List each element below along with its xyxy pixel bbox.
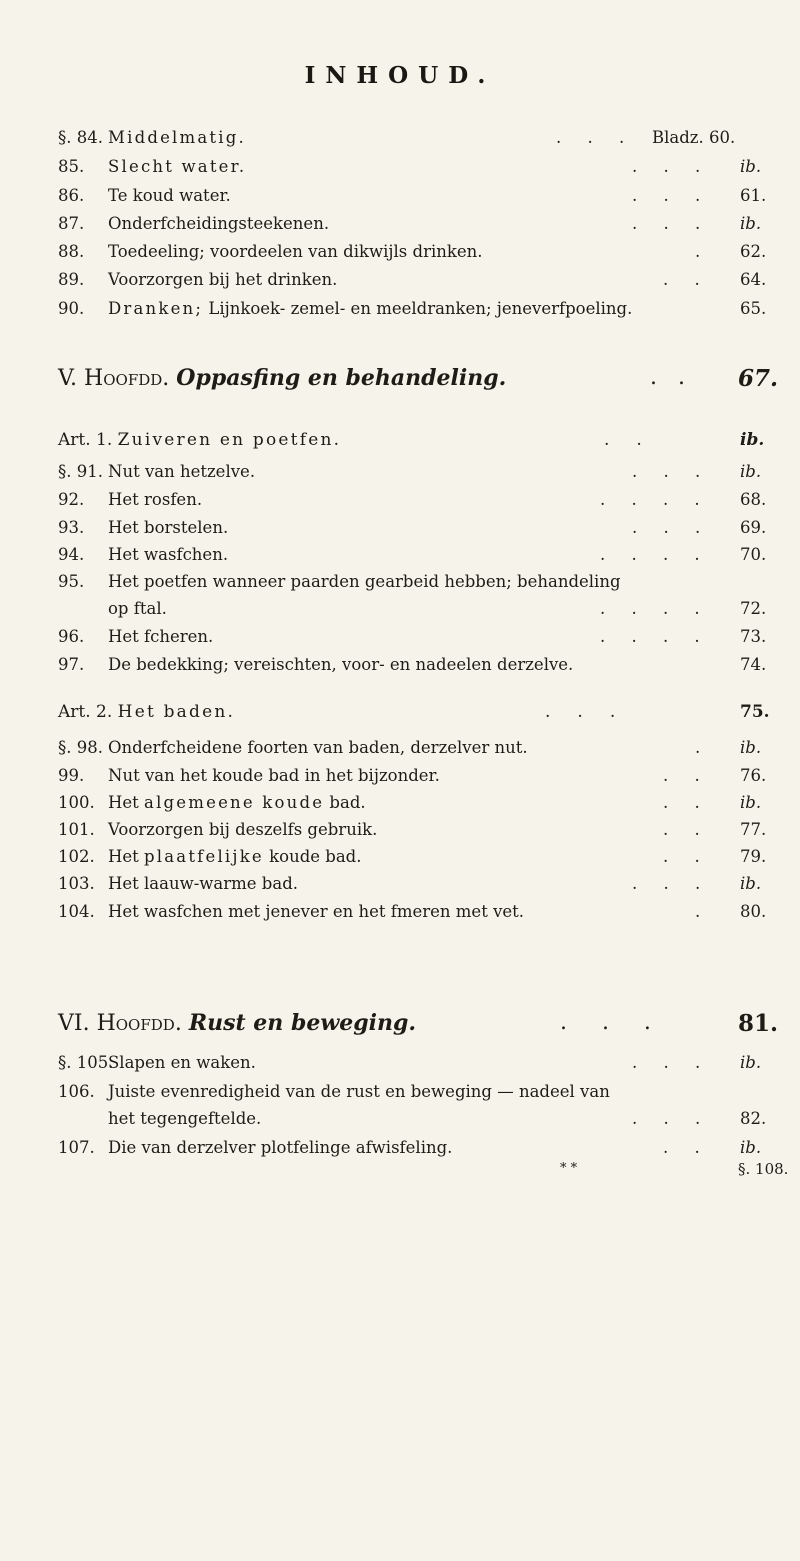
leader-dots: . . . . xyxy=(600,599,700,618)
chapter-v-title xyxy=(58,365,506,391)
leader-dots: . . . xyxy=(556,128,625,147)
entry-page: 80. xyxy=(740,902,767,921)
entry-number: 95. xyxy=(58,572,85,591)
entry-page: 69. xyxy=(740,518,767,537)
leader-dots: . . . xyxy=(632,874,701,893)
entry-text: De bedekking; vereischten, voor- en nadeelen derzelve. xyxy=(108,655,574,674)
entry-text: Het borstelen. xyxy=(108,518,229,537)
leader-dots: . . xyxy=(663,820,700,839)
entry-page: 76. xyxy=(740,766,767,785)
article-2-dots: . . . xyxy=(545,702,616,722)
leader-dots: . xyxy=(695,242,701,261)
entry-text-spaced: plaatfelijke xyxy=(144,847,264,866)
entry-number: 102. xyxy=(58,847,95,866)
entry-number: §. 84. xyxy=(58,128,103,147)
entry-number: 93. xyxy=(58,518,85,537)
chapter-v-head: Hoofdd. xyxy=(84,366,170,391)
page-title: INHOUD. xyxy=(304,62,496,89)
entry-page: ib. xyxy=(740,1053,762,1072)
entry-number: 92. xyxy=(58,490,85,509)
leader-dots: . . . xyxy=(632,186,701,205)
leader-dots: . xyxy=(695,902,701,921)
entry-number: 101. xyxy=(58,820,95,839)
chapter-v-name: Oppasfing en behandeling. xyxy=(176,365,507,391)
entry-text: Nut van het koude bad in het bijzonder. xyxy=(108,766,440,785)
entry-text: Onderfcheidene foorten van baden, derzelver nut. xyxy=(108,738,528,757)
entry-text-rest: Lijnkoek- zemel- en meeldranken; jeneverfpoeling. xyxy=(203,299,633,318)
article-2-text: Het baden. xyxy=(117,702,236,722)
article-1-label: Art. 1. xyxy=(58,430,113,450)
article-1-dots: . . xyxy=(604,430,642,450)
entry-text: Het laauw-warme bad. xyxy=(108,874,299,893)
entry-page: 82. xyxy=(740,1109,767,1128)
entry-page: 64. xyxy=(740,270,767,289)
entry-text: het tegengeftelde. xyxy=(108,1109,262,1128)
entry-text: Die van derzelver plotfelinge afwisfeling. xyxy=(108,1138,453,1157)
entry-page: 62. xyxy=(740,242,767,261)
entry-text-end: koude bad. xyxy=(263,847,362,866)
entry-text: Te koud water. xyxy=(108,186,231,205)
leader-dots: . . . xyxy=(632,1109,701,1128)
entry-number: 88. xyxy=(58,242,85,261)
entry-text xyxy=(108,793,366,813)
catchword: §. 108. xyxy=(738,1160,789,1178)
chapter-vi-name: Rust en beweging. xyxy=(188,1010,417,1036)
chapter-v-roman: V. xyxy=(58,366,78,391)
leader-dots: . xyxy=(695,738,701,757)
signature-mark: * * xyxy=(560,1161,578,1176)
entry-number: 86. xyxy=(58,186,85,205)
entry-text: Het rosfen. xyxy=(108,490,203,509)
entry-page: ib. xyxy=(740,874,762,893)
entry-text: op ftal. xyxy=(108,599,167,618)
entry-text: Juiste evenredigheid van de rust en beweging — nadeel van xyxy=(108,1082,610,1101)
entry-text-start: Het xyxy=(108,847,145,866)
leader-dots: . . . xyxy=(632,157,701,176)
entry-text-end: bad. xyxy=(324,793,366,812)
entry-text xyxy=(108,299,632,319)
entry-number: 85. xyxy=(58,157,85,176)
leader-dots: . . . xyxy=(632,462,701,481)
leader-dots: . . xyxy=(663,793,700,812)
entry-page: 73. xyxy=(740,627,767,646)
entry-page: 77. xyxy=(740,820,767,839)
entry-number: 96. xyxy=(58,627,85,646)
entry-number: 106. xyxy=(58,1082,95,1101)
entry-text xyxy=(108,847,361,867)
entry-page: 72. xyxy=(740,599,767,618)
entry-text: Middelmatig. xyxy=(108,128,246,147)
article-2-label: Art. 2. xyxy=(58,702,113,722)
leader-dots: . . . xyxy=(632,518,701,537)
entry-page: 74. xyxy=(740,655,767,674)
leader-dots: . . . . xyxy=(600,627,700,646)
leader-dots: . . xyxy=(663,270,700,289)
leader-dots: . . xyxy=(663,847,700,866)
entry-text: Voorzorgen bij het drinken. xyxy=(108,270,338,289)
chapter-vi-page: 81. xyxy=(738,1010,779,1037)
entry-number: §. 105. xyxy=(58,1053,114,1072)
entry-number: 107. xyxy=(58,1138,95,1157)
entry-page: 65. xyxy=(740,299,767,318)
entry-number: 103. xyxy=(58,874,95,893)
leader-dots: . . . . xyxy=(600,490,700,509)
entry-number: §. 98. xyxy=(58,738,103,757)
leader-dots: . . xyxy=(663,1138,700,1157)
entry-text: Slapen en waken. xyxy=(108,1053,256,1072)
chapter-v-page: 67. xyxy=(738,365,779,392)
entry-page: 70. xyxy=(740,545,767,564)
entry-page: ib. xyxy=(740,793,762,812)
article-1-text: Zuiveren en poetfen. xyxy=(117,430,342,450)
entry-page: 79. xyxy=(740,847,767,866)
entry-text: Het wasfchen met jenever en het fmeren met vet. xyxy=(108,902,525,921)
entry-number: 100. xyxy=(58,793,95,812)
entry-text-start: Het xyxy=(108,793,145,812)
chapter-v-dots: . . xyxy=(650,365,685,390)
article-2-page: 75. xyxy=(740,702,770,722)
chapter-vi-head: Hoofdd. xyxy=(96,1011,182,1036)
entry-page: ib. xyxy=(740,462,762,481)
leader-dots: . . xyxy=(663,766,700,785)
entry-number: 97. xyxy=(58,655,85,674)
entry-text: Onderfcheidingsteekenen. xyxy=(108,214,330,233)
entry-page: ib. xyxy=(740,738,762,757)
entry-text-spaced: Dranken; xyxy=(108,299,204,318)
entry-number: 89. xyxy=(58,270,85,289)
entry-number: 99. xyxy=(58,766,85,785)
article-1-page: ib. xyxy=(740,430,765,450)
leader-dots: . . . xyxy=(632,1053,701,1072)
entry-number: 94. xyxy=(58,545,85,564)
entry-text: Het fcheren. xyxy=(108,627,214,646)
leader-dots: . . . . xyxy=(600,545,700,564)
entry-number: §. 91. xyxy=(58,462,103,481)
leader-dots: . . . xyxy=(632,214,701,233)
entry-text: Nut van hetzelve. xyxy=(108,462,256,481)
entry-page: ib. xyxy=(740,1138,762,1157)
entry-text: Het wasfchen. xyxy=(108,545,229,564)
entry-text: Slecht water. xyxy=(108,157,247,176)
entry-page: 68. xyxy=(740,490,767,509)
entry-page: ib. xyxy=(740,157,762,176)
entry-number: 87. xyxy=(58,214,85,233)
entry-number: 90. xyxy=(58,299,85,318)
entry-text: Voorzorgen bij deszelfs gebruik. xyxy=(108,820,378,839)
entry-text-spaced: algemeene koude xyxy=(144,793,325,812)
entry-text: Toedeeling; voordeelen van dikwijls drinken. xyxy=(108,242,483,261)
chapter-vi-roman: VI. xyxy=(58,1011,90,1036)
entry-number: 104. xyxy=(58,902,95,921)
chapter-vi-dots: . . . xyxy=(560,1010,651,1035)
entry-page: ib. xyxy=(740,214,762,233)
entry-page: Bladz. 60. xyxy=(652,128,736,147)
entry-page: 61. xyxy=(740,186,767,205)
entry-text: Het poetfen wanneer paarden gearbeid hebben; behandeling xyxy=(108,572,621,591)
